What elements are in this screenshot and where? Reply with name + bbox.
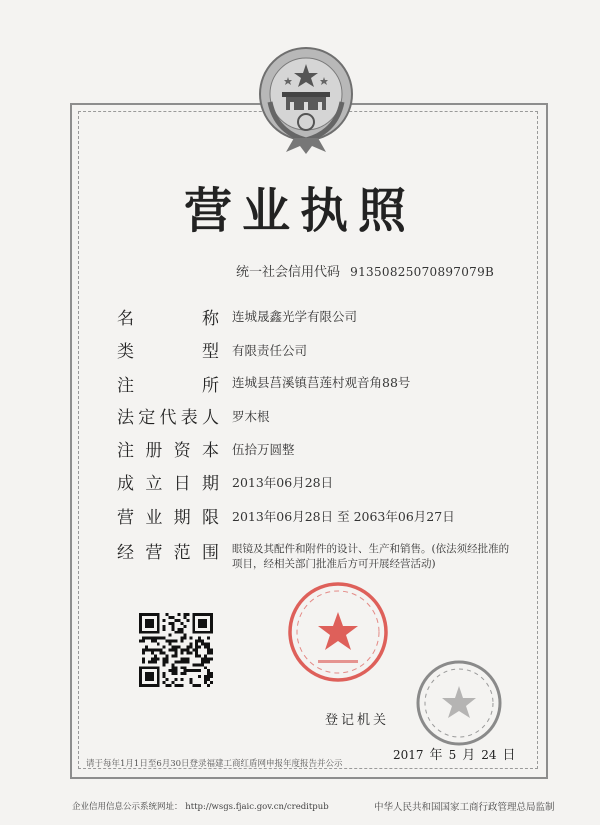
footer-supervisor: 中华人民共和国国家工商行政管理总局监制 — [374, 802, 555, 813]
footer-website-url[interactable]: http://wsgs.fjaic.gov.cn/creditpub — [185, 802, 329, 812]
issue-month: 5 — [448, 748, 457, 762]
field-label-name: 名 称 — [117, 309, 219, 329]
field-label-scope: 经 营 范 围 — [117, 543, 219, 563]
credit-code-label: 统一社会信用代码 — [236, 265, 341, 280]
qr-code-icon[interactable] — [139, 613, 213, 687]
month-unit: 月 — [462, 748, 476, 763]
footer-website — [72, 800, 329, 812]
field-label-established: 成 立 日 期 — [117, 474, 219, 494]
registration-seal-icon — [414, 658, 504, 748]
credit-code-value: 91350825070897079B — [350, 265, 495, 279]
day-unit: 日 — [502, 748, 516, 763]
field-value-term: 2013年06月28日 至 2063年06月27日 — [232, 509, 455, 524]
field-value-address: 连城县莒溪镇莒莲村观音角88号 — [232, 375, 411, 390]
field-value-scope: 眼镜及其配件和附件的设计、生产和销售。(依法须经批准的项目，经相关部门批准后方可开展经营活动) — [232, 543, 510, 570]
field-value-capital: 伍拾万圆整 — [232, 442, 295, 457]
field-value-established: 2013年06月28日 — [232, 475, 334, 490]
field-value-name: 连城晟鑫光学有限公司 — [232, 309, 358, 324]
registrar-label: 登记机关 — [325, 713, 390, 728]
field-value-type: 有限责任公司 — [232, 343, 308, 358]
red-official-seal-icon — [286, 580, 390, 684]
footer-website-label: 企业信用信息公示系统网址： — [72, 802, 183, 812]
issue-date — [393, 744, 522, 763]
field-label-address: 注 所 — [117, 376, 219, 396]
national-emblem-icon — [256, 42, 356, 156]
issue-year: 2017 — [393, 748, 424, 762]
field-label-term: 营 业 期 限 — [117, 508, 219, 528]
field-label-type: 类 型 — [117, 342, 219, 362]
issue-day: 24 — [481, 748, 497, 762]
annual-report-notice: 请于每年1月1日至6月30日登录福建工商红盾网申报年度报告并公示 — [86, 759, 343, 769]
credit-code-line — [236, 261, 494, 280]
field-label-capital: 注 册 资 本 — [117, 441, 219, 461]
field-value-legal-rep: 罗木根 — [232, 409, 270, 424]
year-unit: 年 — [429, 748, 443, 763]
field-label-legal-rep: 法 定 代 表 人 — [117, 408, 219, 428]
certificate-title: 营业执照 — [183, 183, 416, 239]
